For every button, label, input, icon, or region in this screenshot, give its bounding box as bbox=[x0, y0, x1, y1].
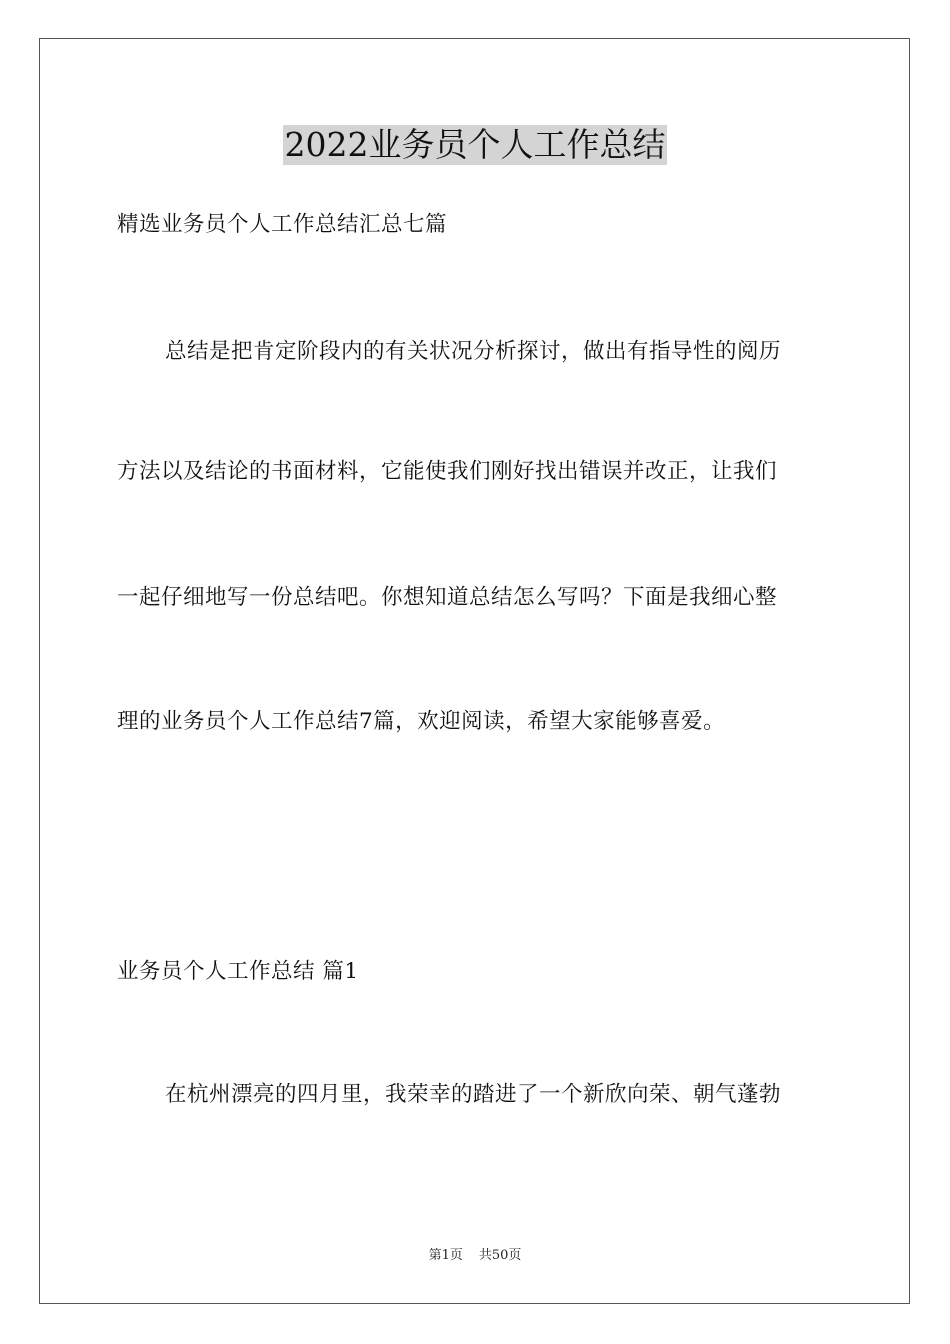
title-container bbox=[0, 125, 950, 165]
page-footer bbox=[0, 1247, 950, 1265]
intro-line-3: 一起仔细地写一份总结吧。你想知道总结怎么写吗？下面是我细心整 bbox=[117, 585, 778, 610]
intro-line-4: 理的业务员个人工作总结7篇，欢迎阅读，希望大家能够喜爱。 bbox=[117, 709, 726, 734]
section-heading: 业务员个人工作总结 篇1 bbox=[117, 959, 359, 984]
total-pages: 共50页 bbox=[478, 1248, 522, 1263]
document-title: 2022业务员个人工作总结 bbox=[284, 125, 666, 164]
intro-line-1: 总结是把肯定阶段内的有关状况分析探讨，做出有指导性的阅历 bbox=[165, 339, 782, 364]
intro-line-2: 方法以及结论的书面材料，它能使我们刚好找出错误并改正，让我们 bbox=[117, 459, 778, 484]
section-paragraph-line-1: 在杭州漂亮的四月里，我荣幸的踏进了一个新欣向荣、朝气蓬勃 bbox=[165, 1082, 782, 1107]
page-number: 第1页 bbox=[428, 1248, 463, 1263]
document-subtitle: 精选业务员个人工作总结汇总七篇 bbox=[117, 212, 448, 237]
